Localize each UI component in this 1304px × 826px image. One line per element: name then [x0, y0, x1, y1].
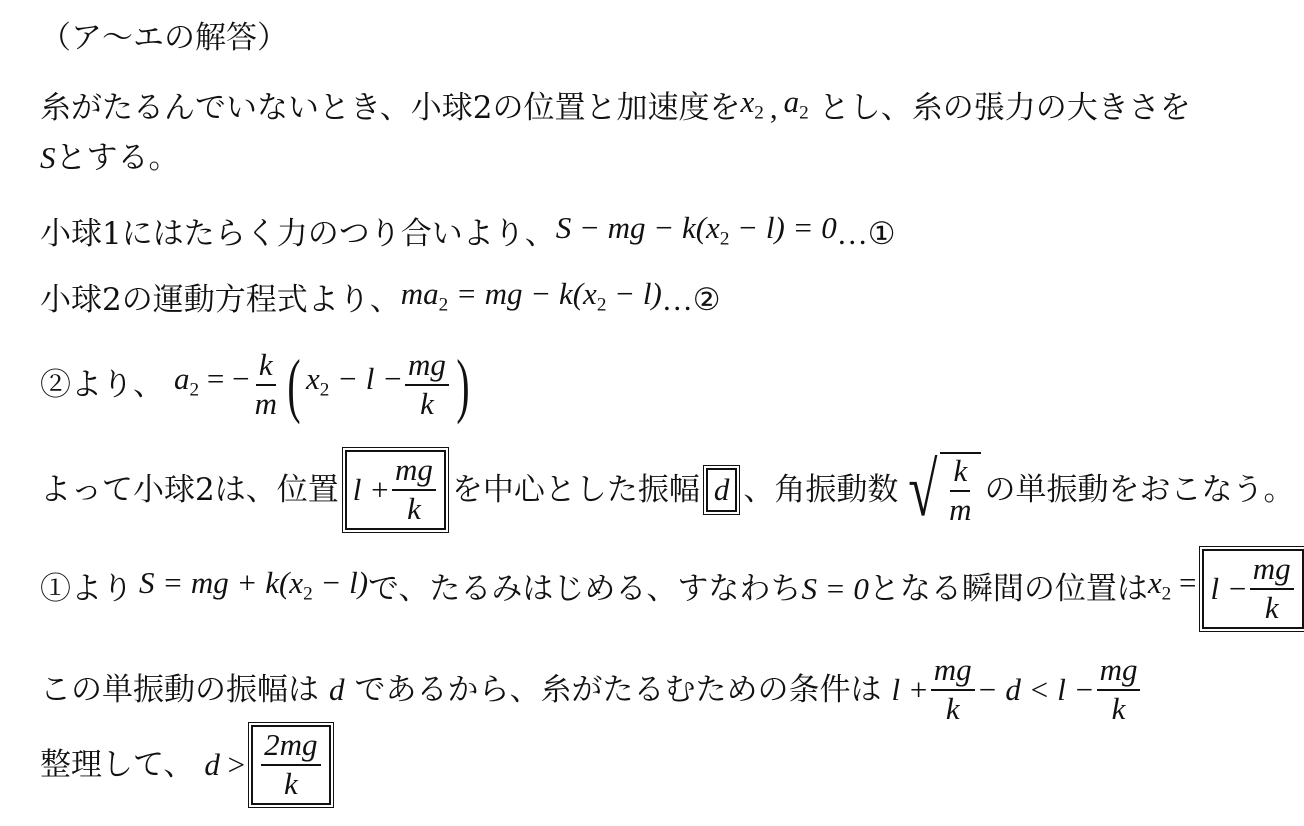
intro-text-3: とする。 — [55, 140, 180, 176]
equation-3-label: ②より、 — [40, 367, 164, 403]
right-paren: ) — [456, 345, 470, 425]
intro-text: 糸がたるんでいないとき、小球2の位置と加速度を — [40, 89, 741, 126]
equation-1-tag: …① — [836, 215, 896, 251]
answer-box-amplitude: d — [706, 468, 738, 512]
slack-text-3: となる瞬間の位置は — [868, 571, 1148, 607]
slack-expr: S = mg + $k(x_2 - l)$ — [139, 565, 369, 605]
var-x2: $x_2$ — [740, 84, 764, 124]
equation-2-tag: …② — [661, 281, 721, 317]
heading-text: （ア～エの解答） — [40, 20, 288, 56]
result-text-4: の単振動をおこなう。 — [984, 472, 1295, 508]
condition-lhs: l + — [891, 672, 929, 707]
slack-text-1: ①より — [40, 571, 133, 607]
fraction-mg-over-k: $\frac{mg}{k}$ — [405, 349, 449, 420]
equation-1-expr: S − mg − $k(x_2 - l) = 0$ — [555, 210, 837, 250]
final-line — [40, 722, 1256, 808]
condition-lhs-fraction: $\frac{mg}{k}$ — [931, 654, 975, 725]
intro-line-2 — [40, 138, 1256, 178]
slack-line — [40, 546, 1291, 632]
condition-text-1: この単振動の振幅は — [40, 672, 319, 708]
slack-S-zero: S = 0 — [801, 571, 869, 606]
condition-line — [40, 650, 1256, 730]
answer-box-center: l + $\frac{mg}{k}$ — [345, 450, 446, 529]
var-a2: $a_2$ — [783, 84, 809, 124]
slack-text-2: で、たるみはじめる、すなわち — [368, 571, 802, 607]
result-text-2: を中心とした振幅 — [451, 472, 700, 508]
answer-box-final: $\frac{2mg}{k}$ — [251, 725, 330, 804]
comma: , — [769, 89, 778, 125]
equation-1 — [40, 208, 1256, 260]
slack-x2: $x_2$ = — [1147, 565, 1197, 605]
sqrt-k-over-m: √ $\frac{k}{m}$ — [902, 452, 980, 528]
var-S: S — [40, 140, 56, 175]
final-d-gt: d > — [204, 747, 246, 782]
condition-rhs-fraction: $\frac{mg}{k}$ — [1097, 654, 1141, 725]
equation-2-expr: $ma_2$ = mg − $k(x_2 - l)$ — [400, 276, 662, 316]
equation-1-label: 小球1にはたらく力のつり合いより、 — [40, 215, 556, 252]
condition-mid: − d < l − — [976, 672, 1095, 707]
section-heading — [40, 18, 1256, 58]
equation-3 — [40, 342, 1256, 428]
equation-3-lhs: $a_2$ = − — [174, 361, 250, 401]
condition-text-2: であるから、糸がたるむための条件は — [354, 672, 882, 708]
fraction-k-over-m: $\frac{k}{m}$ — [254, 347, 277, 421]
intro-text-2: とし、糸の張力の大きさを — [818, 89, 1191, 126]
result-text-3: 、角振動数 — [743, 472, 899, 508]
result-line — [40, 440, 1295, 540]
equation-2 — [40, 274, 1256, 326]
result-text-1: よって小球2は、位置 — [40, 472, 339, 508]
equation-2-label: 小球2の運動方程式より、 — [40, 281, 401, 318]
left-paren: ( — [287, 345, 301, 425]
answer-box-slack-position: l − $\frac{mg}{k}$ — [1202, 549, 1303, 628]
intro-line-1 — [40, 82, 1256, 134]
condition-d: d — [329, 672, 345, 707]
final-text: 整理して、 — [40, 747, 195, 783]
equation-3-inner: $x_2 - l$ − — [305, 361, 404, 401]
